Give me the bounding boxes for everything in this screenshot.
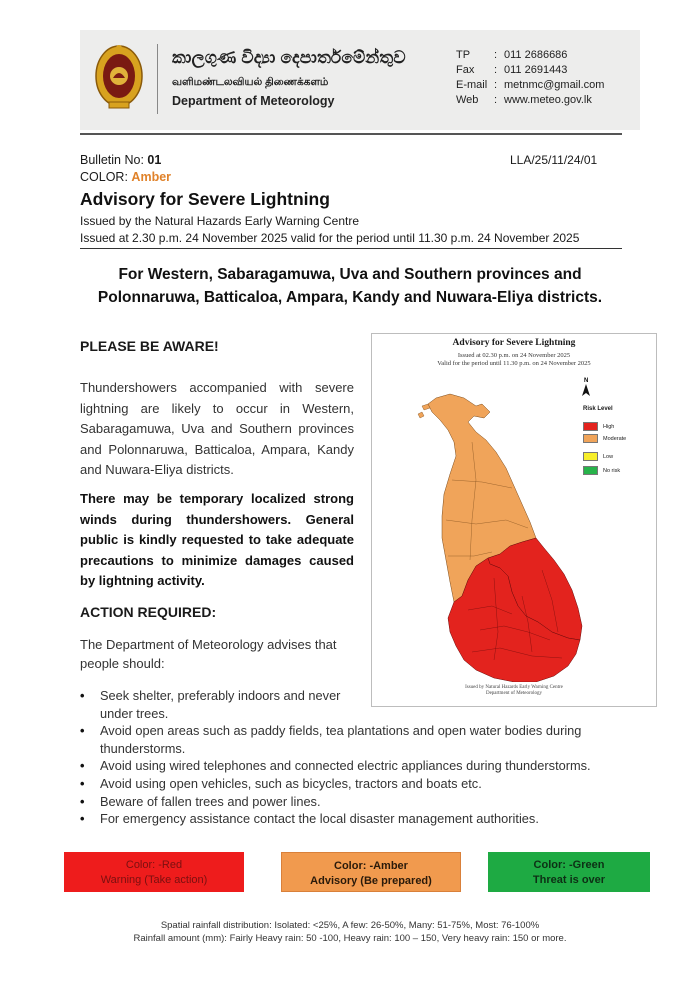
contact-phone: TP : 011 2686686	[456, 49, 568, 61]
advisory-title: Advisory for Severe Lightning	[80, 189, 330, 209]
map-title: Advisory for Severe Lightning	[452, 338, 576, 348]
contact-email[interactable]: E-mail : metnmc@gmail.com	[456, 79, 605, 91]
header-divider	[157, 44, 158, 114]
rainfall-amount-note: Rainfall amount (mm): Fairly Heavy rain: 50 -100, Heavy rain: 100 – 150, Very heavy rain: 150 or more.	[133, 933, 567, 944]
aware-heading: PLEASE BE AWARE!	[80, 338, 219, 354]
list-item: • Avoid using wired telephones and connected electric appliances during thunderstorms.	[80, 757, 640, 775]
list-item: • Seek shelter, preferably indoors and never under trees.	[80, 687, 358, 722]
legend-title: Risk Level	[583, 406, 613, 412]
north-arrow-icon	[582, 378, 590, 396]
risk-map	[371, 333, 657, 707]
list-item: • For emergency assistance contact the local disaster management authorities.	[80, 810, 640, 828]
letterhead	[80, 30, 640, 130]
precaution-paragraph: There may be temporary localized strong winds during thundershowers. General public is kindly requested to take adequate precautions to minimize damages caused by lightning activity.	[80, 491, 354, 588]
department-name-english: Department of Meteorology	[172, 94, 335, 108]
list-item: • Avoid using open vehicles, such as bicycles, tractors and boats etc.	[80, 775, 640, 793]
regions-heading: For Western, Sabaragamuwa, Uva and Southern provinces and Polonnaruwa, Batticaloa, Ampara, Kandy and Nuwara-Eliya districts.	[97, 266, 603, 306]
action-intro: The Department of Meteorology advises that people should:	[80, 637, 337, 671]
department-name-sinhala: කාලගුණ විද්‍යා දෙපාර්තමේන්තුව	[172, 48, 406, 67]
bulletin-number: Bulletin No: 01	[80, 153, 162, 167]
color-code-red: Color: -Red Warning (Take action)	[64, 852, 244, 892]
action-heading: ACTION REQUIRED:	[80, 604, 217, 620]
legend-item-moderate: Moderate	[583, 434, 626, 443]
svg-text:N: N	[584, 378, 589, 384]
header-rule	[80, 133, 622, 135]
department-name-tamil: வளிமண்டலவியல் திணைக்களம்	[172, 76, 329, 88]
legend-item-high: High	[583, 422, 614, 431]
color-code-amber: Color: -Amber Advisory (Be prepared)	[281, 852, 461, 892]
sri-lanka-emblem-icon	[94, 42, 144, 114]
legend-item-low: Low	[583, 452, 613, 461]
list-item: • Beware of fallen trees and power lines.	[80, 793, 640, 811]
bulletin-reference: LLA/25/11/24/01	[510, 153, 598, 167]
advisory-paragraph: Thundershowers accompanied with severe lightning are likely to occur in Western, Sabaragamuwa, Uva and Southern provinces and Polonnaruwa, Batticaloa, Ampara, Kandy and Nuwara-Eliya districts.	[80, 380, 354, 477]
map-valid: Valid for the period until 11.30 p.m. on 24 November 2025	[437, 360, 591, 367]
sri-lanka-map	[372, 370, 656, 682]
map-issued: Issued at 02.30 p.m. on 24 November 2025	[457, 352, 571, 359]
bulletin-color: COLOR: Amber	[80, 170, 172, 184]
contact-info	[456, 48, 604, 108]
color-code-green: Color: -Green Threat is over	[488, 852, 650, 892]
issued-at: Issued at 2.30 p.m. 24 November 2025 valid for the period until 11.30 p.m. 24 November 2025	[80, 231, 580, 245]
meta-rule	[80, 248, 622, 249]
contact-fax: Fax : 011 2691443	[456, 64, 568, 76]
list-item: • Avoid open areas such as paddy fields, tea plantations and open water bodies during thunderstorms.	[80, 722, 640, 757]
legend-item-no-risk: No risk	[583, 466, 620, 475]
map-footer: Issued by Natural Hazards Early Warning Centre Department of Meteorology	[465, 685, 563, 696]
rainfall-distribution-note: Spatial rainfall distribution: Isolated: <25%, A few: 26-50%, Many: 51-75%, Most: 76-100%	[160, 920, 540, 931]
issued-by: Issued by the Natural Hazards Early Warning Centre	[80, 214, 360, 228]
contact-web[interactable]: Web : www.meteo.gov.lk	[456, 94, 592, 106]
action-list	[80, 687, 640, 828]
